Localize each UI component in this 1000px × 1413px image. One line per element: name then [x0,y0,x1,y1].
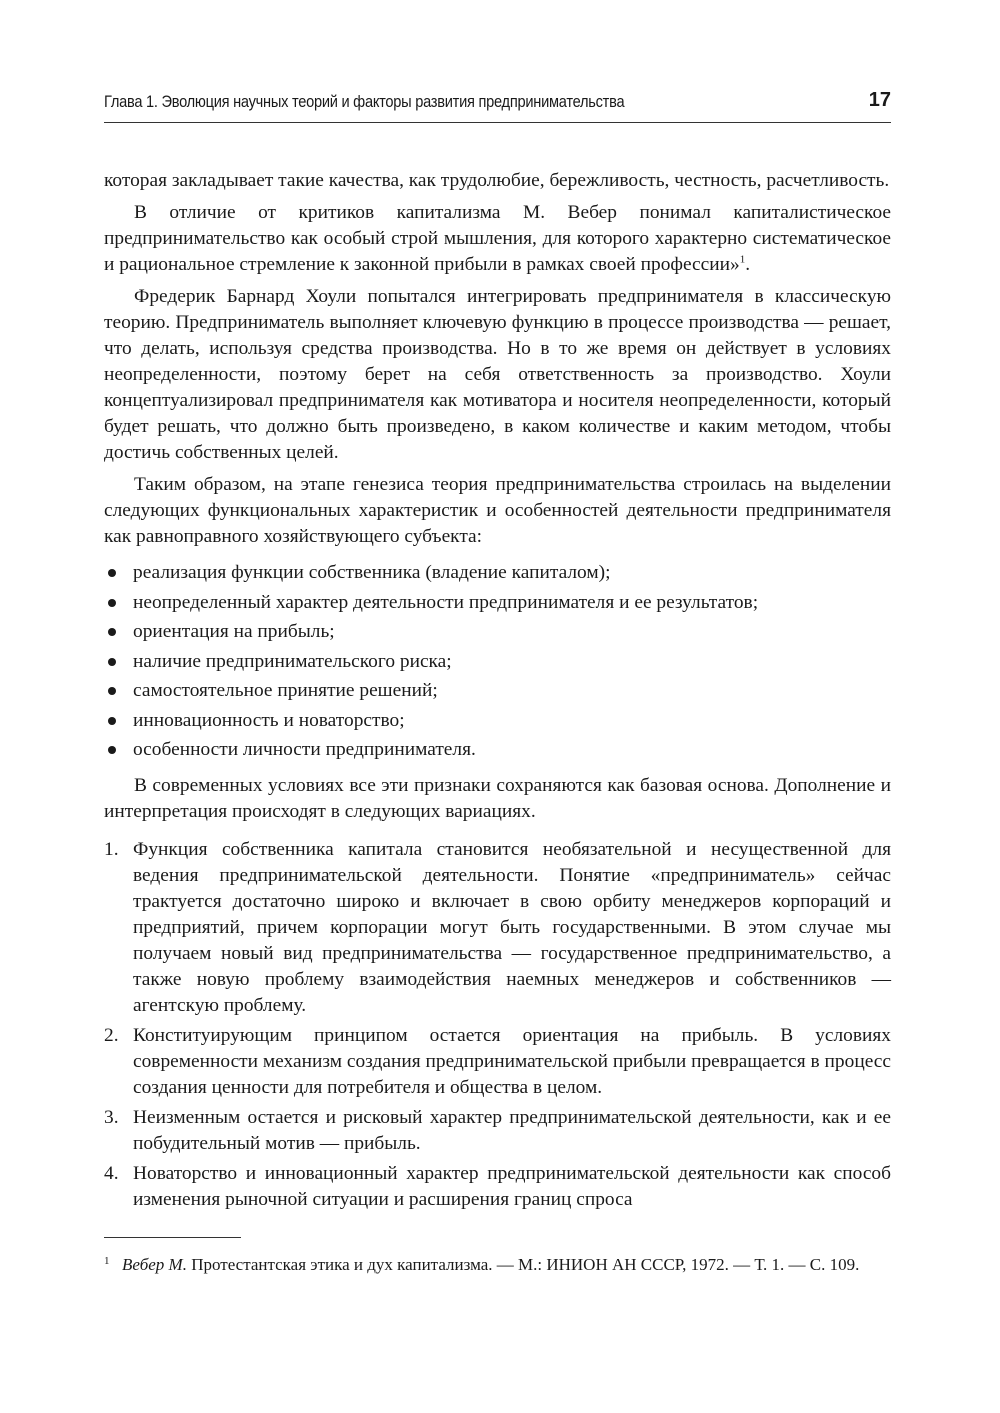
bullet-icon [108,599,116,607]
footnote-ref[interactable]: 1 [739,253,746,266]
item-text: Новаторство и инновационный характер предпринимательской деятельности как способ изменения рыночной ситуации и расширения границ спроса [133,1162,891,1210]
list-item: инновационность и новаторство; [104,706,891,736]
item-number: 2. [104,1024,119,1046]
bullet-icon [108,687,116,695]
item-text: Функция собственника капитала становится необязательной и несущественной для ведения предпринимательской деятельности. Понятие «предприниматель» сейчас трактуется достаточно широко и включает в свою орбиту менеджеров корпораций и предприятий, причем корпорации могут быть государственными. В этом случае мы получаем новый вид предпринимательства — государственное предпринимательство, а также новую проблему взаимодействия наемных менеджеров и собственников — агентскую проблему. [133,838,891,1016]
bullet-icon [108,569,116,577]
bullet-icon [108,658,116,666]
bullet-icon [108,746,116,754]
item-number: 4. [104,1162,119,1184]
footnote-mark: 1 [104,1255,110,1267]
paragraph-2-text: В отличие от критиков капитализма М. Вебер понимал капиталистическое предпринимательство как особый строй мышления, для которого характерно систематическое и рациональное стремление к законной прибыли в рамках своей профессии» [104,202,891,275]
paragraph-5: В современных условиях все эти признаки сохраняются как базовая основа. Дополнение и интерпретация происходят в следующих вариациях. [104,774,891,822]
paragraph-2-end: . [745,254,751,275]
footnote-citation: Протестантская этика и дух капитализма. — М.: ИНИОН АН СССР, 1972. — Т. 1. — С. 109. [186,1255,860,1274]
footnote-divider [104,1237,241,1238]
numbered-list [104,837,891,1213]
running-header [104,88,891,123]
main-text [104,168,891,1217]
numbered-item [104,1161,891,1213]
numbered-item [104,1105,891,1157]
bullet-icon [108,717,116,725]
paragraph-3: Фредерик Барнард Хоули попытался интегрировать предпринимателя в классическую теорию. Предприниматель выполняет ключевую функцию в процессе производства — решает, что делать, используя средства производства. Но в то же время он действует в условиях неопределенности, поэтому берет на себя ответственность за производство. Хоули концептуализировал предпринимателя как мотиватора и носителя неопределенности, который будет решать, что должно быть произведено, в каком количестве и каким методом, чтобы достичь собственных целей. [104,286,891,463]
list-item: особенности личности предпринимателя. [104,735,891,765]
numbered-item [104,837,891,1019]
chapter-title: Глава 1. Эволюция научных теорий и факторы развития предпринимательства [104,92,625,111]
item-text: Неизменным остается и рисковый характер предпринимательской деятельности, как и ее побудительный мотив — прибыль. [133,1106,891,1154]
item-number: 1. [104,838,119,860]
footnote-author: Вебер М. [122,1255,187,1274]
numbered-item [104,1023,891,1101]
paragraph-4: Таким образом, на этапе генезиса теория предпринимательства строилась на выделении следующих функциональных характеристик и особенностей деятельности предпринимателя как равноправного хозяйствующего субъекта: [104,474,891,547]
list-item: самостоятельное принятие решений; [104,676,891,706]
bullet-list [104,558,891,765]
list-item: неопределенный характер деятельности предпринимателя и ее результатов; [104,588,891,618]
item-number: 3. [104,1106,119,1128]
list-item: ориентация на прибыль; [104,617,891,647]
list-item: реализация функции собственника (владение капиталом); [104,558,891,588]
paragraph-2 [104,200,891,278]
page-number: 17 [868,89,891,111]
paragraph-1: которая закладывает такие качества, как трудолюбие, бережливость, честность, расчетливость. [104,170,890,191]
footnote [104,1252,891,1277]
list-item: наличие предпринимательского риска; [104,647,891,677]
footnote-text [122,1252,891,1277]
item-text: Конституирующим принципом остается ориентация на прибыль. В условиях современности механизм создания предпринимательской прибыли превращается в процесс создания ценности для потребителя и общества в целом. [133,1024,891,1098]
bullet-icon [108,628,116,636]
